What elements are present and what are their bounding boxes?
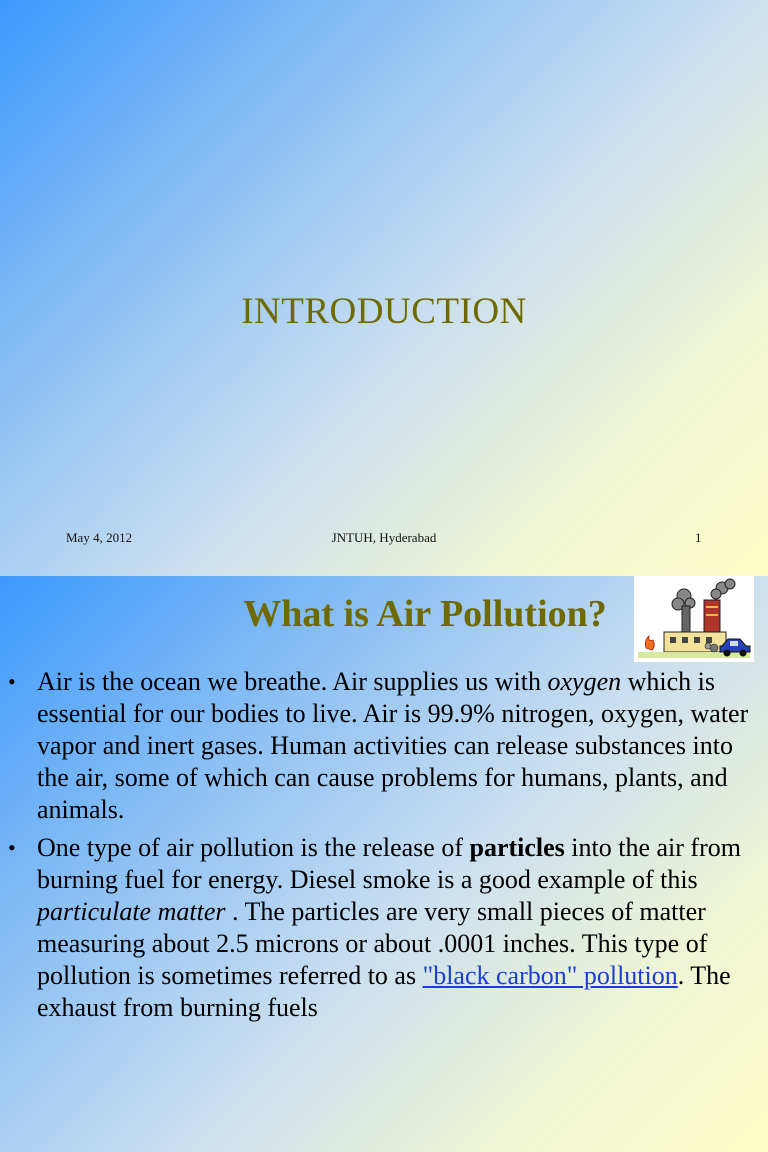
- factory-pollution-icon: [634, 576, 754, 662]
- slide-title: INTRODUCTION: [241, 291, 527, 332]
- list-item: • Air is the ocean we breathe. Air supplies us with oxygen which is essential for our bodies to live. Air is 99.9% nitrogen, oxygen, water vapor and inert gases. Human activities can release substances into the air, some of which can cause problems for humans, plants, and animals.: [8, 667, 749, 824]
- footer-date: May 4, 2012: [66, 530, 133, 545]
- list-item: • One type of air pollution is the release of particles into the air from burning fuel for energy. Diesel smoke is a good example of this particulate matter . The particles are very small pieces of matter measuring about 2.5 microns or about .0001 inches. This type of pollution is sometimes referred to as "black carbon" pollution. The exhaust from burning fuels: [8, 833, 741, 1022]
- slide-air-pollution: [0, 576, 768, 1152]
- black-carbon-link[interactable]: "black carbon" pollution: [422, 961, 678, 990]
- bullet-list: [0, 666, 768, 1030]
- footer-page-number: 1: [695, 530, 702, 545]
- footer-institution: JNTUH, Hyderabad: [331, 530, 437, 545]
- slide-title: What is Air Pollution?: [243, 593, 607, 635]
